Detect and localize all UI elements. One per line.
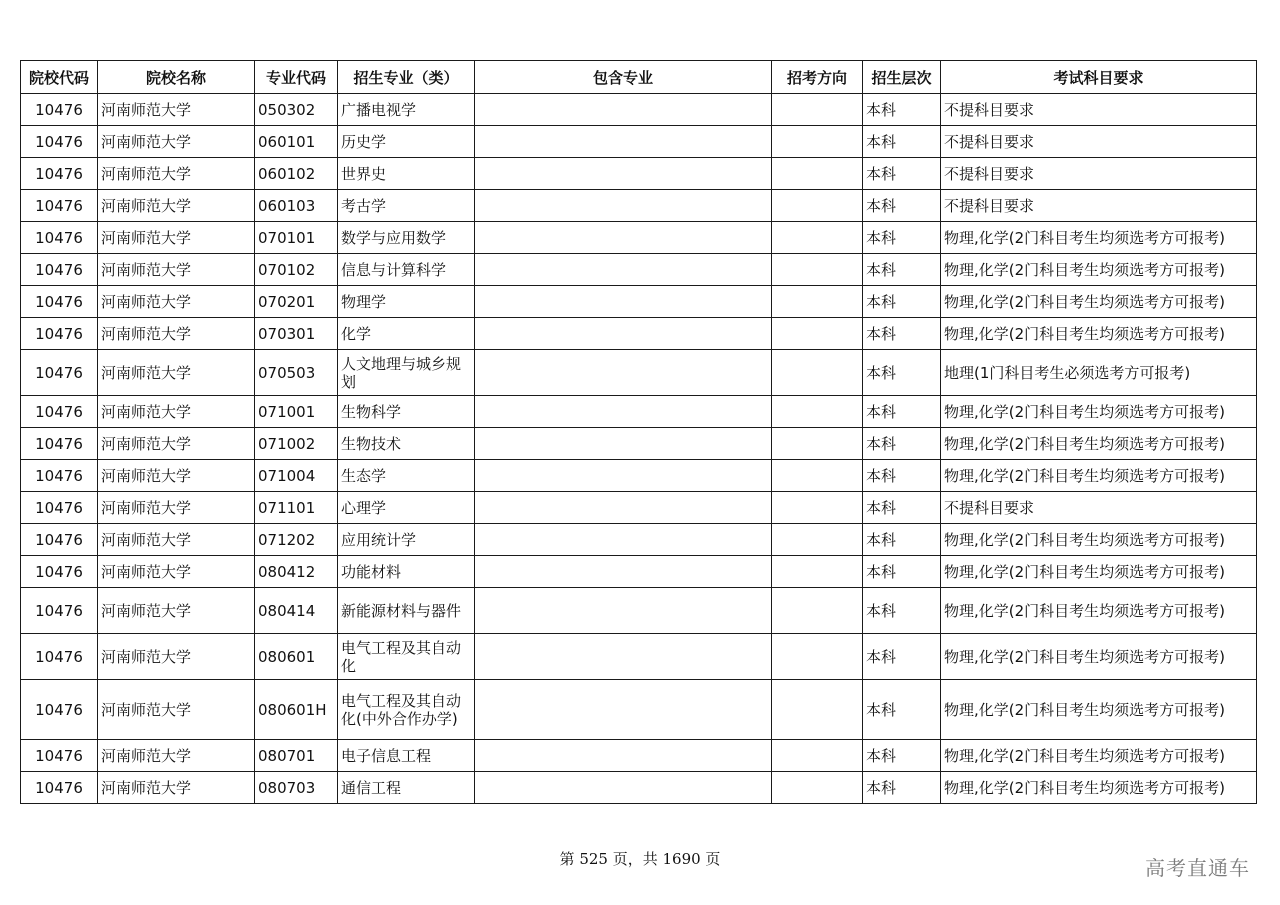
table-row (21, 772, 1257, 804)
major-name-cell: 生物科学 (338, 396, 475, 428)
major-name-cell: 化学 (338, 318, 475, 350)
direction-cell (772, 94, 863, 126)
major-name-cell: 世界史 (338, 158, 475, 190)
includes-cell (475, 254, 772, 286)
level-cell: 本科 (863, 286, 941, 318)
school-name-cell: 河南师范大学 (98, 94, 255, 126)
school-code-cell: 10476 (21, 190, 98, 222)
school-code-cell: 10476 (21, 588, 98, 634)
page-number: 第 525 页，共 1690 页 (559, 850, 721, 868)
level-cell: 本科 (863, 126, 941, 158)
includes-cell (475, 126, 772, 158)
level-cell: 本科 (863, 740, 941, 772)
major-code-cell: 070503 (255, 350, 338, 396)
direction-cell (772, 492, 863, 524)
header-major: 招生专业（类） (338, 61, 475, 94)
school-code-cell: 10476 (21, 254, 98, 286)
table-row (21, 222, 1257, 254)
level-cell: 本科 (863, 94, 941, 126)
school-name-cell: 河南师范大学 (98, 772, 255, 804)
requirement-cell: 物理,化学(2门科目考生均须选考方可报考) (941, 428, 1257, 460)
school-code-cell: 10476 (21, 634, 98, 680)
school-code-cell: 10476 (21, 428, 98, 460)
requirement-cell: 物理,化学(2门科目考生均须选考方可报考) (941, 740, 1257, 772)
includes-cell (475, 740, 772, 772)
watermark-logo: 高考直通车 (1145, 856, 1250, 880)
header-row (21, 61, 1257, 94)
table-row (21, 318, 1257, 350)
direction-cell (772, 254, 863, 286)
major-code-cell: 060103 (255, 190, 338, 222)
table-row (21, 94, 1257, 126)
level-cell: 本科 (863, 350, 941, 396)
includes-cell (475, 772, 772, 804)
major-code-cell: 080703 (255, 772, 338, 804)
major-code-cell: 080601H (255, 680, 338, 740)
school-code-cell: 10476 (21, 680, 98, 740)
requirement-cell: 不提科目要求 (941, 94, 1257, 126)
level-cell: 本科 (863, 158, 941, 190)
direction-cell (772, 634, 863, 680)
major-name-cell: 人文地理与城乡规划 (338, 350, 475, 396)
school-name-cell: 河南师范大学 (98, 524, 255, 556)
school-name-cell: 河南师范大学 (98, 126, 255, 158)
school-code-cell: 10476 (21, 318, 98, 350)
level-cell: 本科 (863, 556, 941, 588)
includes-cell (475, 396, 772, 428)
major-name-cell: 信息与计算科学 (338, 254, 475, 286)
school-name-cell: 河南师范大学 (98, 428, 255, 460)
requirement-cell: 物理,化学(2门科目考生均须选考方可报考) (941, 680, 1257, 740)
level-cell: 本科 (863, 318, 941, 350)
major-code-cell: 050302 (255, 94, 338, 126)
major-name-cell: 应用统计学 (338, 524, 475, 556)
level-cell: 本科 (863, 680, 941, 740)
direction-cell (772, 222, 863, 254)
direction-cell (772, 556, 863, 588)
level-cell: 本科 (863, 254, 941, 286)
header-includes: 包含专业 (475, 61, 772, 94)
school-code-cell: 10476 (21, 460, 98, 492)
direction-cell (772, 286, 863, 318)
level-cell: 本科 (863, 492, 941, 524)
includes-cell (475, 286, 772, 318)
major-code-cell: 080412 (255, 556, 338, 588)
includes-cell (475, 588, 772, 634)
school-name-cell: 河南师范大学 (98, 492, 255, 524)
school-code-cell: 10476 (21, 158, 98, 190)
school-code-cell: 10476 (21, 94, 98, 126)
major-name-cell: 电子信息工程 (338, 740, 475, 772)
table-row (21, 740, 1257, 772)
table-row (21, 254, 1257, 286)
direction-cell (772, 428, 863, 460)
major-code-cell: 060102 (255, 158, 338, 190)
requirement-cell: 不提科目要求 (941, 126, 1257, 158)
major-code-cell: 070101 (255, 222, 338, 254)
header-major-code: 专业代码 (255, 61, 338, 94)
major-name-cell: 历史学 (338, 126, 475, 158)
header-direction: 招考方向 (772, 61, 863, 94)
requirement-cell: 地理(1门科目考生必须选考方可报考) (941, 350, 1257, 396)
table-row (21, 190, 1257, 222)
includes-cell (475, 680, 772, 740)
requirement-cell: 物理,化学(2门科目考生均须选考方可报考) (941, 772, 1257, 804)
school-code-cell: 10476 (21, 524, 98, 556)
table-row (21, 634, 1257, 680)
school-name-cell: 河南师范大学 (98, 190, 255, 222)
school-name-cell: 河南师范大学 (98, 740, 255, 772)
major-name-cell: 电气工程及其自动化(中外合作办学) (338, 680, 475, 740)
school-name-cell: 河南师范大学 (98, 158, 255, 190)
major-name-cell: 通信工程 (338, 772, 475, 804)
major-name-cell: 电气工程及其自动化 (338, 634, 475, 680)
requirement-cell: 物理,化学(2门科目考生均须选考方可报考) (941, 634, 1257, 680)
requirement-cell: 物理,化学(2门科目考生均须选考方可报考) (941, 588, 1257, 634)
level-cell: 本科 (863, 524, 941, 556)
requirement-cell: 物理,化学(2门科目考生均须选考方可报考) (941, 222, 1257, 254)
major-name-cell: 生态学 (338, 460, 475, 492)
table-row (21, 680, 1257, 740)
school-name-cell: 河南师范大学 (98, 396, 255, 428)
includes-cell (475, 492, 772, 524)
header-level: 招生层次 (863, 61, 941, 94)
table-row (21, 524, 1257, 556)
table-row (21, 556, 1257, 588)
header-school-name: 院校名称 (98, 61, 255, 94)
level-cell: 本科 (863, 222, 941, 254)
includes-cell (475, 428, 772, 460)
major-code-cell: 071101 (255, 492, 338, 524)
major-name-cell: 新能源材料与器件 (338, 588, 475, 634)
table-row (21, 350, 1257, 396)
includes-cell (475, 158, 772, 190)
school-name-cell: 河南师范大学 (98, 222, 255, 254)
level-cell: 本科 (863, 460, 941, 492)
major-code-cell: 070201 (255, 286, 338, 318)
direction-cell (772, 350, 863, 396)
school-code-cell: 10476 (21, 492, 98, 524)
direction-cell (772, 126, 863, 158)
major-name-cell: 广播电视学 (338, 94, 475, 126)
includes-cell (475, 222, 772, 254)
major-code-cell: 080414 (255, 588, 338, 634)
direction-cell (772, 680, 863, 740)
level-cell: 本科 (863, 588, 941, 634)
requirement-cell: 不提科目要求 (941, 158, 1257, 190)
includes-cell (475, 556, 772, 588)
includes-cell (475, 190, 772, 222)
header-requirement: 考试科目要求 (941, 61, 1257, 94)
direction-cell (772, 740, 863, 772)
table-row (21, 286, 1257, 318)
level-cell: 本科 (863, 396, 941, 428)
school-code-cell: 10476 (21, 396, 98, 428)
requirement-cell: 物理,化学(2门科目考生均须选考方可报考) (941, 286, 1257, 318)
school-name-cell: 河南师范大学 (98, 634, 255, 680)
direction-cell (772, 460, 863, 492)
major-code-cell: 071002 (255, 428, 338, 460)
school-name-cell: 河南师范大学 (98, 680, 255, 740)
major-code-cell: 080701 (255, 740, 338, 772)
school-code-cell: 10476 (21, 350, 98, 396)
major-name-cell: 功能材料 (338, 556, 475, 588)
includes-cell (475, 524, 772, 556)
requirement-cell: 物理,化学(2门科目考生均须选考方可报考) (941, 396, 1257, 428)
includes-cell (475, 634, 772, 680)
school-code-cell: 10476 (21, 556, 98, 588)
header-school-code: 院校代码 (21, 61, 98, 94)
direction-cell (772, 772, 863, 804)
major-code-cell: 060101 (255, 126, 338, 158)
school-name-cell: 河南师范大学 (98, 556, 255, 588)
school-name-cell: 河南师范大学 (98, 254, 255, 286)
major-name-cell: 生物技术 (338, 428, 475, 460)
includes-cell (475, 460, 772, 492)
table-row (21, 492, 1257, 524)
table-row (21, 588, 1257, 634)
requirement-cell: 物理,化学(2门科目考生均须选考方可报考) (941, 460, 1257, 492)
table-row (21, 428, 1257, 460)
major-code-cell: 070102 (255, 254, 338, 286)
table-row (21, 158, 1257, 190)
requirement-cell: 物理,化学(2门科目考生均须选考方可报考) (941, 524, 1257, 556)
major-name-cell: 心理学 (338, 492, 475, 524)
includes-cell (475, 350, 772, 396)
school-code-cell: 10476 (21, 126, 98, 158)
admission-table (20, 60, 1257, 804)
major-code-cell: 080601 (255, 634, 338, 680)
requirement-cell: 不提科目要求 (941, 190, 1257, 222)
major-code-cell: 070301 (255, 318, 338, 350)
requirement-cell: 物理,化学(2门科目考生均须选考方可报考) (941, 556, 1257, 588)
requirement-cell: 物理,化学(2门科目考生均须选考方可报考) (941, 318, 1257, 350)
major-name-cell: 物理学 (338, 286, 475, 318)
requirement-cell: 物理,化学(2门科目考生均须选考方可报考) (941, 254, 1257, 286)
major-code-cell: 071004 (255, 460, 338, 492)
major-name-cell: 数学与应用数学 (338, 222, 475, 254)
school-name-cell: 河南师范大学 (98, 318, 255, 350)
direction-cell (772, 588, 863, 634)
level-cell: 本科 (863, 428, 941, 460)
table-row (21, 396, 1257, 428)
level-cell: 本科 (863, 190, 941, 222)
school-code-cell: 10476 (21, 740, 98, 772)
school-code-cell: 10476 (21, 222, 98, 254)
direction-cell (772, 318, 863, 350)
school-name-cell: 河南师范大学 (98, 286, 255, 318)
direction-cell (772, 396, 863, 428)
school-code-cell: 10476 (21, 772, 98, 804)
table-row (21, 126, 1257, 158)
major-name-cell: 考古学 (338, 190, 475, 222)
school-name-cell: 河南师范大学 (98, 588, 255, 634)
direction-cell (772, 190, 863, 222)
school-name-cell: 河南师范大学 (98, 460, 255, 492)
major-code-cell: 071202 (255, 524, 338, 556)
major-code-cell: 071001 (255, 396, 338, 428)
direction-cell (772, 524, 863, 556)
includes-cell (475, 318, 772, 350)
includes-cell (475, 94, 772, 126)
direction-cell (772, 158, 863, 190)
requirement-cell: 不提科目要求 (941, 492, 1257, 524)
table-row (21, 460, 1257, 492)
level-cell: 本科 (863, 772, 941, 804)
school-name-cell: 河南师范大学 (98, 350, 255, 396)
level-cell: 本科 (863, 634, 941, 680)
school-code-cell: 10476 (21, 286, 98, 318)
